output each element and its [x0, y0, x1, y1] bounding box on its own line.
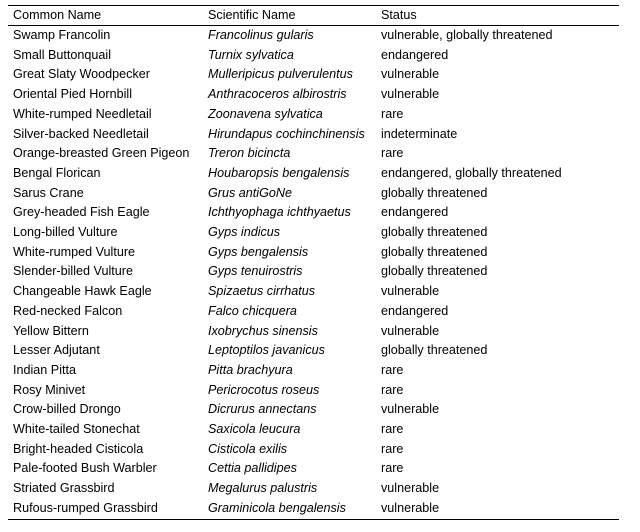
common-name-cell: White-tailed Stonechat	[13, 422, 140, 437]
common-name-cell: Great Slaty Woodpecker	[13, 67, 150, 82]
common-name-cell: Pale-footed Bush Warbler	[13, 461, 157, 476]
status-cell: rare	[381, 106, 404, 121]
scientific-name-cell: Cettia pallidipes	[208, 461, 297, 476]
scientific-name-cell: Leptoptilos javanicus	[208, 343, 325, 358]
table-body	[8, 26, 619, 520]
status-cell: rare	[381, 146, 404, 161]
common-name-cell: Small Buttonquail	[13, 47, 112, 62]
scientific-name-cell: Gyps tenuirostris	[208, 264, 303, 279]
scientific-name-cell: Megalurus palustris	[208, 481, 318, 496]
common-name-cell: White-rumped Needletail	[13, 106, 152, 121]
table-row	[8, 85, 619, 105]
status-cell: rare	[381, 362, 404, 377]
scientific-name-cell: Graminicola bengalensis	[208, 500, 346, 515]
scientific-name-cell: Turnix sylvatica	[208, 47, 294, 62]
common-name-cell: Striated Grassbird	[13, 481, 115, 496]
table-header-row	[8, 6, 619, 26]
status-cell: vulnerable	[381, 87, 440, 102]
scientific-name-cell: Ichthyophaga ichthyaetus	[208, 205, 351, 220]
status-cell: globally threatened	[381, 185, 488, 200]
status-cell: endangered	[381, 47, 449, 62]
common-name-cell: Sarus Crane	[13, 185, 84, 200]
table-row	[8, 65, 619, 85]
table-row	[8, 361, 619, 381]
status-cell: rare	[381, 382, 404, 397]
common-name-cell: Swamp Francolin	[13, 28, 111, 42]
status-cell: endangered, globally threatened	[381, 165, 562, 180]
scientific-name-cell: Ixobrychus sinensis	[208, 323, 318, 338]
status-cell: endangered	[381, 205, 449, 220]
common-name-cell: Slender-billed Vulture	[13, 264, 133, 279]
status-cell: vulnerable	[381, 402, 440, 417]
status-cell: globally threatened	[381, 225, 488, 240]
status-cell: indeterminate	[381, 126, 458, 141]
table-row	[8, 26, 619, 46]
table-row	[8, 440, 619, 460]
status-cell: vulnerable	[381, 481, 440, 496]
scientific-name-cell: Mulleripicus pulverulentus	[208, 67, 353, 82]
table-row	[8, 184, 619, 204]
status-cell: vulnerable	[381, 284, 440, 299]
common-name-cell: Changeable Hawk Eagle	[13, 284, 152, 299]
table-row	[8, 203, 619, 223]
common-name-cell: Oriental Pied Hornbill	[13, 87, 132, 102]
common-name-cell: White-rumped Vulture	[13, 244, 136, 259]
scientific-name-cell: Anthracoceros albirostris	[208, 87, 347, 102]
table-row	[8, 499, 619, 519]
common-name-cell: Rosy Minivet	[13, 382, 86, 397]
table-row	[8, 223, 619, 243]
bird-status-table	[8, 5, 619, 520]
scientific-name-cell: Grus antiGoNe	[208, 185, 292, 200]
table-row	[8, 164, 619, 184]
table-row	[8, 341, 619, 361]
scientific-name-cell: Pitta brachyura	[208, 362, 293, 377]
table-row	[8, 105, 619, 125]
table-row	[8, 125, 619, 145]
status-cell: rare	[381, 441, 404, 456]
header-common-name: Common Name	[13, 8, 102, 22]
scientific-name-cell: Gyps indicus	[208, 225, 281, 240]
common-name-cell: Lesser Adjutant	[13, 343, 100, 358]
scientific-name-cell: Spizaetus cirrhatus	[208, 284, 316, 299]
table-row	[8, 479, 619, 499]
scientific-name-cell: Hirundapus cochinchinensis	[208, 126, 365, 141]
status-cell: rare	[381, 461, 404, 476]
table-row	[8, 46, 619, 66]
table-row	[8, 243, 619, 263]
scientific-name-cell: Saxicola leucura	[208, 422, 301, 437]
scientific-name-cell: Pericrocotus roseus	[208, 382, 320, 397]
table-row	[8, 144, 619, 164]
scientific-name-cell: Houbaropsis bengalensis	[208, 165, 350, 180]
table-row	[8, 262, 619, 282]
status-cell: vulnerable	[381, 500, 440, 515]
table-row	[8, 420, 619, 440]
common-name-cell: Yellow Bittern	[13, 323, 89, 338]
common-name-cell: Indian Pitta	[13, 362, 77, 377]
common-name-cell: Rufous-rumped Grassbird	[13, 500, 158, 515]
common-name-cell: Grey-headed Fish Eagle	[13, 205, 150, 220]
table-row	[8, 381, 619, 401]
status-cell: endangered	[381, 303, 449, 318]
status-cell: vulnerable	[381, 323, 440, 338]
common-name-cell: Silver-backed Needletail	[13, 126, 149, 141]
header-scientific-name: Scientific Name	[208, 8, 296, 22]
table-row	[8, 302, 619, 322]
table-row	[8, 322, 619, 342]
table-row	[8, 282, 619, 302]
scientific-name-cell: Zoonavena sylvatica	[208, 106, 323, 121]
common-name-cell: Bengal Florican	[13, 165, 101, 180]
common-name-cell: Orange-breasted Green Pigeon	[13, 146, 190, 161]
common-name-cell: Red-necked Falcon	[13, 303, 123, 318]
table-row	[8, 459, 619, 479]
scientific-name-cell: Gyps bengalensis	[208, 244, 309, 259]
scientific-name-cell: Cisticola exilis	[208, 441, 288, 456]
header-status: Status	[381, 8, 417, 22]
status-cell: globally threatened	[381, 264, 488, 279]
table-row	[8, 400, 619, 420]
status-cell: vulnerable, globally threatened	[381, 28, 553, 42]
scientific-name-cell: Dicrurus annectans	[208, 402, 317, 417]
common-name-cell: Long-billed Vulture	[13, 225, 118, 240]
status-cell: vulnerable	[381, 67, 440, 82]
scientific-name-cell: Falco chicquera	[208, 303, 297, 318]
status-cell: rare	[381, 422, 404, 437]
scientific-name-cell: Treron bicincta	[208, 146, 291, 161]
scientific-name-cell: Francolinus gularis	[208, 28, 314, 42]
status-cell: globally threatened	[381, 244, 488, 259]
common-name-cell: Crow-billed Drongo	[13, 402, 121, 417]
status-cell: globally threatened	[381, 343, 488, 358]
common-name-cell: Bright-headed Cisticola	[13, 441, 144, 456]
